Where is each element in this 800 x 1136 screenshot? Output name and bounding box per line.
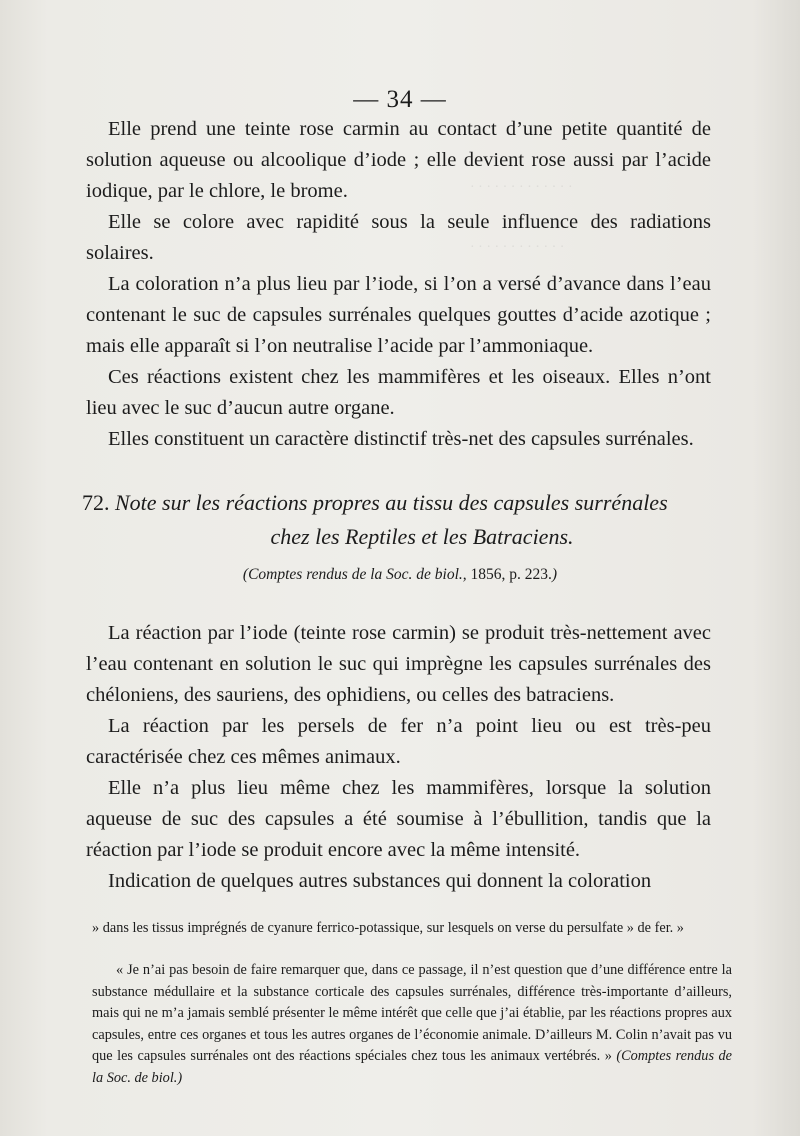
section-2-text [86,618,711,897]
footnote-quote-end: » dans les tissus imprégnés de cyanure ferrico-potassique, sur lesquels on verse du persulfate » de fer. » [92,920,684,936]
paragraph: Elle n’a plus lieu même chez les mammifères, lorsque la solution aqueuse de suc des capsules a été soumise à l’ébullition, tandis que la réaction par l’iode se produit encore avec la même intensité. [86,777,711,861]
footnote-remark-text: « Je n’ai pas besoin de faire remarquer que, dans ce passage, il n’est question que d’une différence entre la substance médullaire et la substance corticale des capsules surrénales, différence très-importante d’ailleurs, mais qui ne m’a jamais semblé présenter le même intérêt que celle que j’ai établie, par les réactions propres aux capsules, entre ces organes et tous les autres organes de l’économie animale. D’ailleurs M. Colin n’avait pas vu que les capsules surrénales ont des réactions spéciales chez tous les animaux vertébrés. » [92,962,732,1064]
bleed-through-text: · · · · · · · · · · · · [470,240,565,255]
paragraph: Elle se colore avec rapidité sous la seule influence des radiations solaires. [86,211,711,264]
paragraph: La réaction par les persels de fer n’a point lieu ou est très-peu caractérisée chez ces mêmes animaux. [86,715,711,768]
citation-source: Comptes rendus de la Soc. de biol., [248,566,467,583]
paragraph: La coloration n’a plus lieu par l’iode, si l’on a versé d’avance dans l’eau contenant le suc de capsules surrénales quelques gouttes d’acide azotique ; mais elle apparaît si l’on neutralise l’acide par l’ammoniaque. [86,273,711,357]
citation-details: 1856, p. 223. [470,566,552,583]
paragraph: Elles constituent un caractère distinctif très-net des capsules surrénales. [108,428,694,450]
paragraph: Indication de quelques autres substances qui donnent la coloration [108,870,652,892]
footnote-remark [92,960,732,1089]
footnote-remark-source: (Comptes rendus de la Soc. de biol.) [92,1048,732,1086]
paragraph: Ces réactions existent chez les mammifères et les oiseaux. Elles n’ont lieu avec le suc d’aucun autre organe. [86,366,711,419]
section-title-line-1: Note sur les réactions propres au tissu des capsules surrénales [115,490,668,515]
bleed-through-text: · · · · · · · · · · · · · [470,180,573,195]
section-number: 72. [82,490,110,515]
paragraph: La réaction par l’iode (teinte rose carmin) se produit très-nettement avec l’eau contenant en solution le suc qui imprègne les capsules surrénales des chéloniens, des sauriens, des ophidiens, ou celles des batraciens. [86,622,711,706]
section-1-text [86,114,711,455]
section-title-line-2: chez les Reptiles et les Batraciens. [270,524,574,549]
citation: (Comptes rendus de la Soc. de biol., 1856, p. 223.) [242,566,558,583]
page-number: — 34 — [353,86,447,113]
paragraph: Elle prend une teinte rose carmin au contact d’une petite quantité de solution aqueuse ou alcoolique d’iode ; elle devient rose aussi par l’acide iodique, par le chlore, le brome. [86,118,711,202]
section-heading [82,486,722,554]
